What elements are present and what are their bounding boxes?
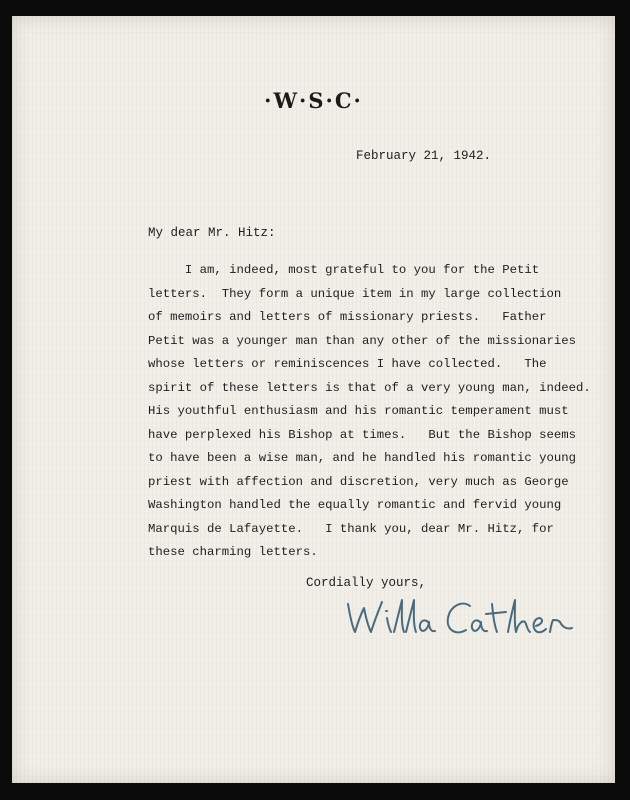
body-line: priest with affection and discretion, very much as George [148, 474, 569, 489]
closing: Cordially yours, [306, 576, 427, 590]
letter-body [148, 259, 618, 565]
letter-page [12, 16, 615, 783]
body-line: Washington handled the equally romantic and fervid young [148, 498, 562, 512]
body-line: spirit of these letters is that of a very young man, indeed. [148, 380, 591, 395]
body-line: letters. They form a unique item in my large collection [148, 286, 562, 301]
body-line: of memoirs and letters of missionary priests. Father [148, 310, 547, 324]
body-line: these charming letters. [148, 545, 318, 559]
handwritten-signature [342, 592, 582, 642]
body-line: His youthful enthusiasm and his romantic temperament must [148, 404, 569, 418]
body-line: have perplexed his Bishop at times. But the Bishop seems [148, 427, 577, 442]
body-line: Marquis de Lafayette. I thank you, dear Mr. Hitz, for [148, 521, 554, 536]
letter-date: February 21, 1942. [356, 149, 492, 163]
letterhead-monogram: ·W·S·C· [264, 88, 363, 113]
body-line: I am, indeed, most grateful to you for the Petit [148, 263, 540, 277]
body-line: whose letters or reminiscences I have collected. The [148, 357, 547, 371]
salutation: My dear Mr. Hitz: [148, 226, 276, 240]
body-line: to have been a wise man, and he handled his romantic young [148, 451, 577, 465]
body-line: Petit was a younger man than any other of the missionaries [148, 333, 577, 348]
